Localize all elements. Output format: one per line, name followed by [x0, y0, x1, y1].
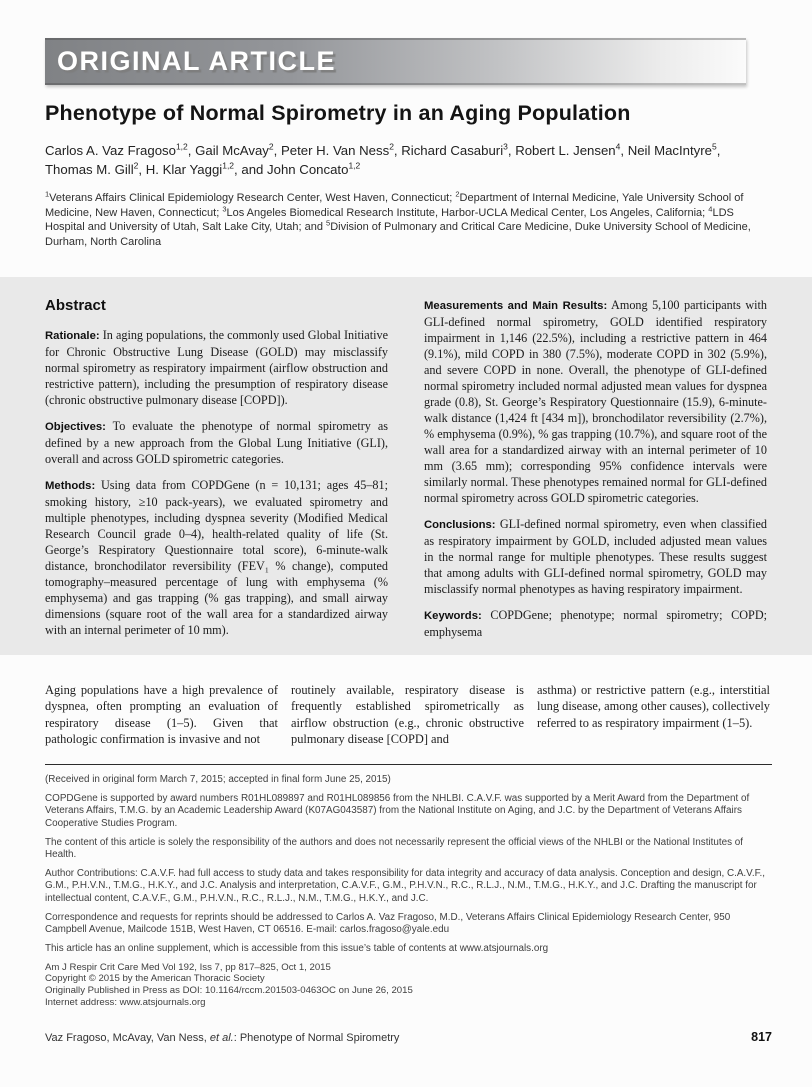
doi-line: Originally Published in Press as DOI: 10.1164/rccm.201503-0463OC on June 26, 2015: [45, 985, 413, 997]
author-affiliation-sup: 1,2: [175, 141, 188, 152]
author: [195, 143, 281, 158]
author-name: Gail McAvay: [195, 143, 269, 158]
author-name: Robert L. Jensen: [515, 143, 616, 158]
author: [281, 143, 401, 158]
copyright-line: Copyright © 2015 by the American Thoracic Society: [45, 973, 265, 985]
author-separator: ,: [393, 143, 402, 158]
affiliation: [222, 203, 709, 219]
intro-column-1: Aging populations have a high prevalence of dyspnea, often prompting an evaluation of respiratory disease (1–5). Given that pathologic confirmation is invasive and not: [45, 683, 278, 747]
abstract-right-column: [424, 297, 767, 655]
running-head-etal: et al.: [209, 1032, 234, 1044]
author: [628, 143, 721, 158]
author-name: Richard Casaburi: [401, 143, 504, 158]
running-head-title: : Phenotype of Normal Spirometry: [233, 1032, 400, 1044]
author: [401, 143, 515, 158]
banner-label: ORIGINAL ARTICLE: [57, 46, 336, 76]
article-title: Phenotype of Normal Spirometry in an Aging Population: [45, 101, 631, 125]
citation-block: [45, 962, 772, 1008]
author-name: Neil MacIntyre: [627, 143, 712, 158]
affiliation-list: [45, 191, 757, 249]
article-header: [45, 101, 757, 249]
affiliation: [45, 189, 456, 204]
author-separator: ,: [716, 143, 721, 158]
author-name: H. Klar Yaggi: [145, 162, 223, 177]
author-affiliation-sup: 1,2: [348, 160, 361, 171]
online-supplement-note: This article has an online supplement, which is accessible from this issue’s table of contents at www.atsjournals.org: [45, 942, 549, 954]
page-number: 817: [751, 1030, 772, 1044]
author-name: Peter H. Van Ness: [280, 143, 390, 158]
author-list: [45, 141, 757, 179]
author-separator: ,: [507, 143, 516, 158]
affiliation-sup: 1: [45, 189, 50, 199]
original-article-banner: [45, 38, 746, 85]
affiliation-text: LDS Hospital and University of Utah, Salt Lake City, Utah; and: [45, 206, 734, 234]
affiliation-sup: 4: [708, 203, 713, 213]
internet-address-line: Internet address: www.atsjournals.org: [45, 996, 206, 1008]
paragraph-text: To evaluate the phenotype of normal spirometry as defined by a new approach from the Global Lung Initiative (GLI), overall and across GOLD spirometric categories.: [45, 419, 388, 466]
affiliation-sup: 3: [222, 203, 227, 213]
author-affiliation-sup: 4: [615, 141, 621, 152]
paragraph-text: Using data from COPDGene (n = 10,131; ages 45–81; smoking history, ≥10 pack-years), we evaluated spirometry and multiple phenotypes, including dyspnea severity (Modified Medical Research Council grade 0–4), health-related quality of life (St. George’s Respiratory Questionnaire total score), 6-minute-walk distance, bronchodilator reversibility (FEV₁ % change), computed tomography–measured percentage of lung with emphysema (% emphysema) and gas trapping (% gas trapping), and small airway dimensions (square root of the wall area for a standardized airway with an internal perimeter of 10 mm).: [45, 478, 388, 637]
author-affiliation-sup: 3: [503, 141, 508, 152]
abstract-conclusions: [424, 516, 767, 597]
paragraph-text: COPDGene; phenotype; normal spirometry; COPD; emphysema: [424, 608, 768, 639]
abstract-section: [0, 277, 812, 655]
page-footer: [45, 1030, 772, 1044]
author: [515, 143, 628, 158]
author-affiliation-sup: 2: [389, 141, 394, 152]
author: [267, 162, 360, 177]
footnotes-section: [45, 774, 772, 1008]
paragraph-text: GLI-defined normal spirometry, even when classified as respiratory impairment by GOLD, included adjusted mean values in the normal range for multiple phenotypes. These results suggest that among adults with GLI-defined normal spirometry, GOLD may misclassify normal phenotypes as having respiratory impairment.: [424, 517, 768, 596]
abstract-keywords: [424, 607, 767, 640]
affiliation-text: Veterans Affairs Clinical Epidemiology Research Center, West Haven, Connecticut;: [49, 192, 456, 204]
affiliation-sup: 2: [455, 189, 460, 199]
author-affiliation-sup: 2: [133, 160, 139, 171]
author: [45, 143, 195, 158]
affiliation-sup: 5: [326, 218, 331, 228]
paragraph-label: Objectives:: [45, 421, 106, 433]
abstract-methods: [45, 477, 388, 638]
received-dates: (Received in original form March 7, 2015; accepted in final form June 25, 2015): [45, 774, 391, 785]
author-separator: , and: [234, 162, 268, 177]
author-separator: ,: [273, 143, 281, 158]
paragraph-label: Rationale:: [45, 330, 100, 342]
author-contributions-note: Author Contributions: C.A.V.F. had full access to study data and takes responsibility for data integrity and accuracy of data analysis. Conception and design, C.A.V.F., G.M., P.H.V.N., T.M.G., H.K.Y., and J.C. Analysis and interpretation, C.A.V.F., G.M., P.H.V.N., R.C., R.L.J., N.M., T.M.G., H.K.Y., and J.C. Drafting the manuscript for intellectual content, C.A.V.F., G.M., P.H.V.N., R.C., R.L.J., N.M., T.M.G., H.K.Y., and J.C.: [45, 867, 765, 904]
author: [45, 162, 146, 177]
affiliation-text: Department of Internal Medicine, Yale University School of Medicine, New Haven, Connecticut;: [45, 192, 744, 219]
abstract-objectives: [45, 418, 388, 467]
paragraph-label: Measurements and Main Results:: [424, 300, 608, 312]
correspondence-note: Correspondence and requests for reprints should be addressed to Carlos A. Vaz Fragoso, M.D., Veterans Affairs Clinical Epidemiology Research Center, 950 Campbell Avenue, Mailcode 151B, West Haven, CT 06516. E-mail: carlos.fragoso@yale.edu: [45, 911, 731, 936]
journal-citation-line: Am J Respir Crit Care Med Vol 192, Iss 7, pp 817–825, Oct 1, 2015: [45, 961, 331, 973]
intro-column-2: routinely available, respiratory disease is frequently established spirometrically as airflow obstruction (e.g., chronic obstructive pulmonary disease [COPD] and: [291, 683, 524, 747]
author-name: John Concato: [267, 162, 349, 177]
author-name: Carlos A. Vaz Fragoso: [45, 143, 176, 158]
paragraph-label: Keywords:: [424, 610, 482, 622]
author-affiliation-sup: 1,2: [222, 160, 235, 171]
introduction-columns: [45, 682, 771, 748]
running-head-authors: Vaz Fragoso, McAvay, Van Ness,: [45, 1032, 210, 1044]
abstract-left-column: [45, 297, 388, 655]
author-affiliation-sup: 5: [711, 141, 717, 152]
author-affiliation-sup: 2: [268, 141, 274, 152]
footnote-divider: [45, 764, 772, 765]
affiliation-text: Los Angeles Biomedical Research Institute, Harbor-UCLA Medical Center, Los Angeles, California;: [226, 206, 709, 219]
abstract-measurements-results: [424, 297, 767, 506]
disclaimer-note: The content of this article is solely the responsibility of the authors and does not necessarily represent the official views of the NHLBI or the National Institutes of Health.: [45, 836, 744, 861]
author-separator: ,: [620, 143, 628, 158]
author-separator: ,: [187, 143, 196, 158]
author-separator: ,: [138, 162, 146, 177]
funding-note: COPDGene is supported by award numbers R01HL089897 and R01HL089856 from the NHLBI. C.A.V.F. was supported by a Merit Award from the Department of Veterans Affairs, T.M.G. by an Academic Leadership Award (K07AG043587) from the National Institute on Aging, and J.C. by the Department of Veterans Affairs Cooperative Studies Program.: [45, 792, 750, 829]
author-name: Thomas M. Gill: [45, 162, 134, 177]
paragraph-text: In aging populations, the commonly used Global Initiative for Chronic Obstructive Lung Disease (GOLD) may misclassify normal spirometry as respiratory impairment (airflow obstruction and restrictive pattern), including the presumption of respiratory disease (chronic obstructive pulmonary disease [COPD]).: [45, 328, 388, 407]
author: [146, 162, 267, 177]
paragraph-text: Among 5,100 participants with GLI-defined normal spirometry, GOLD identified respiratory impairment in 1,146 (22.5%), including a restrictive pattern in 464 (9.1%), mild COPD in 380 (7.5%), moderate COPD in 302 (5.9%), and severe COPD in none. Overall, the phenotype of GLI-defined normal spirometry included normal adjusted mean values for dyspnea grade (0.8), St. George’s Respiratory Questionnaire (15.9), 6-minute-walk distance (1,424 ft [434 m]), bronchodilator reversibility (2.7%), % emphysema (0.9%), % gas trapping (10.7%), and square root of the wall area for a standardized airway with an internal perimeter of 10 mm (3.65 mm); corresponding 95% confidence intervals were similarly normal. These phenotypes remained normal for GLI-defined normal spirometry across GOLD spirometric categories.: [424, 298, 768, 505]
affiliation-text: Division of Pulmonary and Critical Care Medicine, Duke University School of Medicine, Durham, North Carolina: [45, 221, 751, 248]
running-head: [45, 1032, 399, 1044]
abstract-heading: Abstract: [45, 297, 106, 314]
intro-column-3: asthma) or restrictive pattern (e.g., interstitial lung disease, among other causes), collectively referred to as respiratory impairment (1–5).: [537, 683, 770, 730]
paragraph-label: Methods:: [45, 480, 96, 492]
paragraph-label: Conclusions:: [424, 519, 496, 531]
abstract-rationale: [45, 327, 388, 408]
